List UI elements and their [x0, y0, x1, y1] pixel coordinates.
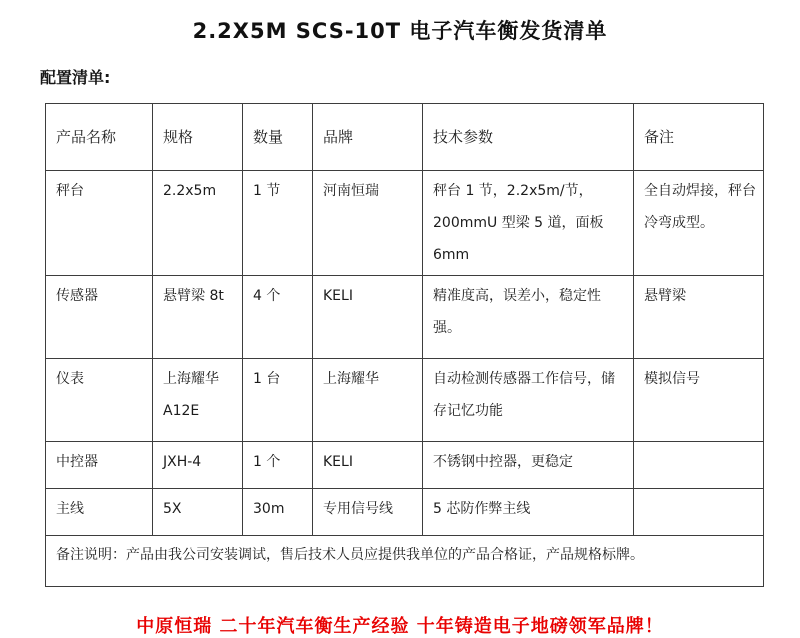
footer-slogan: 中原恒瑞 二十年汽车衡生产经验 十年铸造电子地磅领军品牌！ — [136, 616, 664, 637]
cell-quantity: 1 台 — [243, 359, 313, 442]
cell-note-statement: 备注说明：产品由我公司安装调试，售后技术人员应提供我单位的产品合格证，产品规格标牌。 — [46, 536, 764, 587]
row-note — [46, 536, 764, 587]
configuration-table — [45, 103, 764, 587]
cell-product-name: 中控器 — [46, 442, 153, 489]
page-title: 2.2X5M SCS-10T 电子汽车衡发货清单 — [192, 19, 608, 43]
cell-remark: 模拟信号 — [634, 359, 764, 442]
cell-remark — [634, 442, 764, 489]
cell-spec: 2.2x5m — [153, 171, 243, 276]
cell-spec: 上海耀华 A12E — [153, 359, 243, 442]
cell-tech-params: 不锈钢中控器，更稳定 — [423, 442, 634, 489]
row-junction-box — [46, 442, 764, 489]
cell-remark: 悬臂梁 — [634, 276, 764, 359]
header-brand: 品牌 — [313, 104, 423, 171]
cell-brand: 上海耀华 — [313, 359, 423, 442]
cell-product-name: 主线 — [46, 489, 153, 536]
table-header-row — [46, 104, 764, 171]
row-sensor — [46, 276, 764, 359]
header-remark: 备注 — [634, 104, 764, 171]
cell-tech-params: 自动检测传感器工作信号，储存记忆功能 — [423, 359, 634, 442]
cell-brand: 河南恒瑞 — [313, 171, 423, 276]
cell-spec: 5X — [153, 489, 243, 536]
header-tech-params: 技术参数 — [423, 104, 634, 171]
cell-brand: KELI — [313, 442, 423, 489]
cell-product-name: 秤台 — [46, 171, 153, 276]
cell-remark — [634, 489, 764, 536]
cell-spec: 悬臂梁 8t — [153, 276, 243, 359]
cell-tech-params: 精准度高，误差小，稳定性强。 — [423, 276, 634, 359]
cell-quantity: 30m — [243, 489, 313, 536]
header-quantity: 数量 — [243, 104, 313, 171]
cell-spec: JXH-4 — [153, 442, 243, 489]
cell-remark: 全自动焊接，秤台冷弯成型。 — [634, 171, 764, 276]
cell-product-name: 传感器 — [46, 276, 153, 359]
row-main-cable — [46, 489, 764, 536]
cell-quantity: 4 个 — [243, 276, 313, 359]
header-product-name: 产品名称 — [46, 104, 153, 171]
cell-quantity: 1 个 — [243, 442, 313, 489]
row-scale-platform — [46, 171, 764, 276]
cell-tech-params: 5 芯防作弊主线 — [423, 489, 634, 536]
header-spec: 规格 — [153, 104, 243, 171]
cell-product-name: 仪表 — [46, 359, 153, 442]
row-indicator — [46, 359, 764, 442]
cell-brand: 专用信号线 — [313, 489, 423, 536]
cell-brand: KELI — [313, 276, 423, 359]
section-label-config-list: 配置清单: — [40, 68, 111, 87]
cell-quantity: 1 节 — [243, 171, 313, 276]
cell-tech-params: 秤台 1 节，2.2x5m/节，200mmU 型梁 5 道，面板 6mm — [423, 171, 634, 276]
